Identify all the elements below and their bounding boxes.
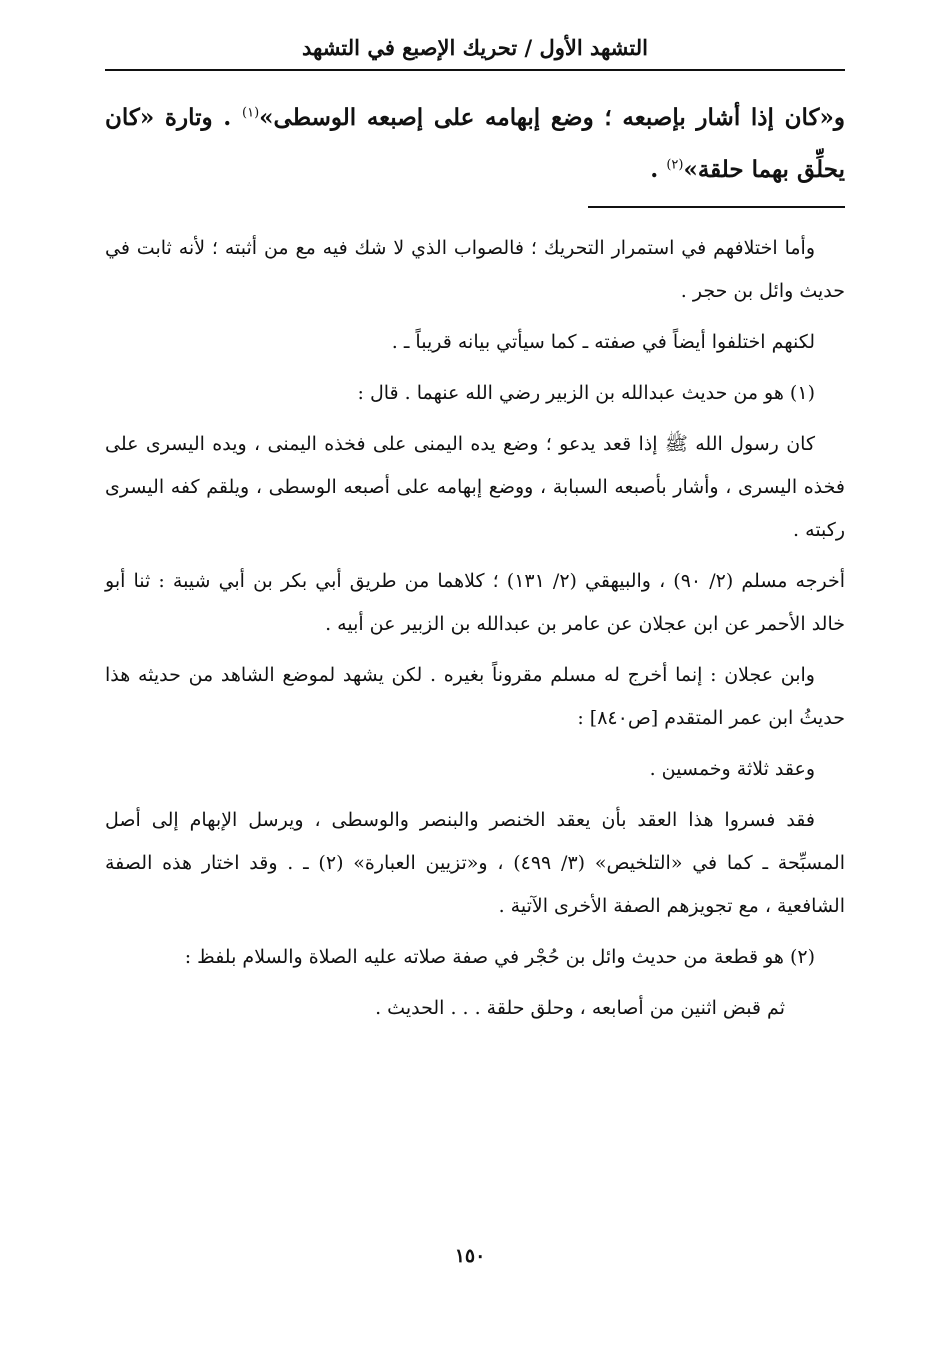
footnotes-section [105,227,845,1038]
main-text-part-3: . [650,156,667,183]
footnote-marker-1: (١) [242,105,260,121]
main-text-part-1: و«كان إذا أشار بإصبعه ؛ وضع إبهامه على إصبعه الوسطى» [259,104,845,131]
footnote-2-quote: ثم قبض اثنين من أصابعه ، وحلق حلقة . . . الحديث . [375,997,785,1019]
footnote-2-intro: (٢) هو قطعة من حديث وائل بن حُجْر في صفة صلاته عليه الصلاة والسلام بلفظ : [184,946,815,968]
page-number: ١٥٠ [454,1245,486,1267]
main-text-part-2: . وتارة «كان يحلِّق بهما حلقة» [105,104,845,183]
header-divider [105,69,845,71]
main-body-text [105,92,845,196]
footnote-1-quote: وعقد ثلاثة وخمسين . [649,758,815,780]
footnote-1-hadith: كان رسول الله ﷺ إذا قعد يدعو ؛ وضع يده اليمنى على فخذه اليمنى ، ويده اليسرى على فخذه اليسرى ، وأشار بأصبعه السبابة ، ووضع إبهامه على أصبعه الوسطى ، ويلقم كفه اليسرى ركبته . [105,433,845,541]
footnote-1-explanation: فقد فسروا هذا العقد بأن يعقد الخنصر والبنصر والوسطى ، ويرسل الإبهام إلى أصل المسبِّحة ـ كما في «التلخيص» (٣/ ٤٩٩) ، و«تزيين العبارة» (٢) ـ . وقد اختار هذه الصفة الشافعية ، مع تجويزهم الصفة الأخرى الآتية . [105,809,845,917]
footnote-divider [588,206,845,208]
footnote-1-intro: (١) هو من حديث عبدالله بن الزبير رضي الله عنهما . قال : [357,382,815,404]
main-paragraph [105,92,845,196]
footnote-continuation-2: لكنهم اختلفوا أيضاً في صفته ـ كما سيأتي بيانه قريباً ـ . [391,331,815,353]
footnote-continuation-1: وأما اختلافهم في استمرار التحريك ؛ فالصواب الذي لا شك فيه مع من أثبته ؛ لأنه ثابت في حديث وائل بن حجر . [105,237,845,302]
footnote-1-ibn-ajlan: وابن عجلان : إنما أخرج له مسلم مقروناً بغيره . لكن يشهد لموضع الشاهد من حديثه هذا حديثُ ابن عمر المتقدم [ص٨٤٠] : [105,664,845,729]
footnote-marker-2: (٢) [666,157,684,173]
running-header: التشهد الأول / تحريك الإصبع في التشهد [302,35,648,60]
footnote-1-takhrij: أخرجه مسلم (٢/ ٩٠) ، والبيهقي (٢/ ١٣١) ؛ كلاهما من طريق أبي بكر بن أبي شيبة : ثنا أبو خالد الأحمر عن ابن عجلان عن عامر بن عبدالله بن الزبير عن أبيه . [105,570,845,635]
